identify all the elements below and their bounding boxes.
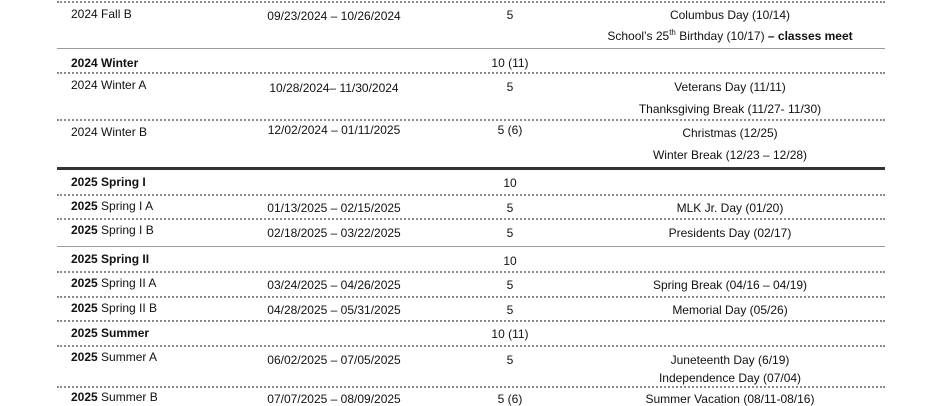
row-divider [57, 345, 885, 347]
term-name: 2025 Summer [71, 326, 150, 340]
term-name: 2025 Spring II B [71, 301, 158, 315]
row-divider [57, 320, 885, 322]
holiday: Spring Break (04/16 – 04/19) [652, 278, 808, 292]
term-name: 2025 Spring II [71, 252, 150, 266]
term-name: 2024 Winter [71, 56, 139, 70]
term-dates: 02/18/2025 – 03/22/2025 [267, 226, 401, 240]
term-name: 2025 Spring I B [71, 223, 154, 237]
term-weeks: 5 [506, 303, 514, 317]
row-divider [57, 296, 885, 298]
term-weeks: 10 [503, 254, 517, 268]
term-weeks: 5 [506, 278, 514, 292]
row-divider [57, 271, 885, 273]
term-weeks: 5 [506, 201, 514, 215]
term-name: 2025 Summer B [71, 390, 158, 404]
holiday: Thanksgiving Break (11/27- 11/30) [638, 102, 822, 116]
holiday: Memorial Day (05/26) [672, 303, 788, 317]
holiday: MLK Jr. Day (01/20) [676, 201, 784, 215]
term-weeks: 5 [506, 80, 514, 94]
holiday: Christmas (12/25) [682, 126, 778, 140]
term-dates: 01/13/2025 – 02/15/2025 [267, 201, 401, 215]
section-divider [57, 167, 885, 170]
row-divider [57, 119, 885, 121]
term-name: 2024 Winter B [71, 125, 148, 139]
holiday: Independence Day (07/04) [658, 371, 802, 385]
term-dates: 04/28/2025 – 05/31/2025 [267, 303, 401, 317]
holiday: Winter Break (12/23 – 12/28) [652, 148, 808, 162]
term-weeks: 5 [506, 353, 514, 367]
term-name: 2025 Spring I [71, 175, 146, 189]
term-dates: 12/02/2024 – 01/11/2025 [267, 123, 401, 137]
holiday-note: School’s 25th Birthday (10/17) – classes meet [607, 28, 853, 43]
row-divider [57, 218, 885, 220]
term-weeks: 10 (11) [491, 56, 529, 70]
term-name: 2025 Spring I A [71, 199, 154, 213]
term-weeks: 5 (6) [497, 123, 523, 137]
term-dates: 06/02/2025 – 07/05/2025 [267, 353, 401, 367]
term-weeks: 10 [503, 176, 517, 190]
row-divider [57, 194, 885, 196]
term-weeks: 5 [506, 226, 514, 240]
term-weeks: 5 (6) [497, 392, 523, 406]
holiday: Veterans Day (11/11) [674, 80, 786, 94]
row-divider [57, 72, 885, 74]
holiday: Columbus Day (10/14) [669, 8, 791, 22]
term-weeks: 5 [506, 8, 514, 22]
term-name: 2024 Fall B [71, 7, 132, 21]
holiday: Juneteenth Day (6/19) [670, 353, 790, 367]
term-dates: 10/28/2024– 11/30/2024 [269, 81, 399, 95]
term-name: 2024 Winter A [71, 78, 147, 92]
holiday: Presidents Day (02/17) [668, 226, 792, 240]
holiday: Summer Vacation (08/11-08/16) [645, 392, 815, 406]
term-name: 2025 Spring II A [71, 276, 157, 290]
term-name: 2025 Summer A [71, 350, 158, 364]
term-dates: 09/23/2024 – 10/26/2024 [267, 9, 401, 23]
term-dates: 07/07/2025 – 08/09/2025 [267, 392, 401, 406]
term-dates: 03/24/2025 – 04/26/2025 [267, 278, 401, 292]
row-divider [57, 1, 885, 3]
term-weeks: 10 (11) [491, 327, 529, 341]
row-divider [57, 48, 885, 49]
row-divider [57, 246, 885, 247]
row-divider [57, 386, 885, 388]
